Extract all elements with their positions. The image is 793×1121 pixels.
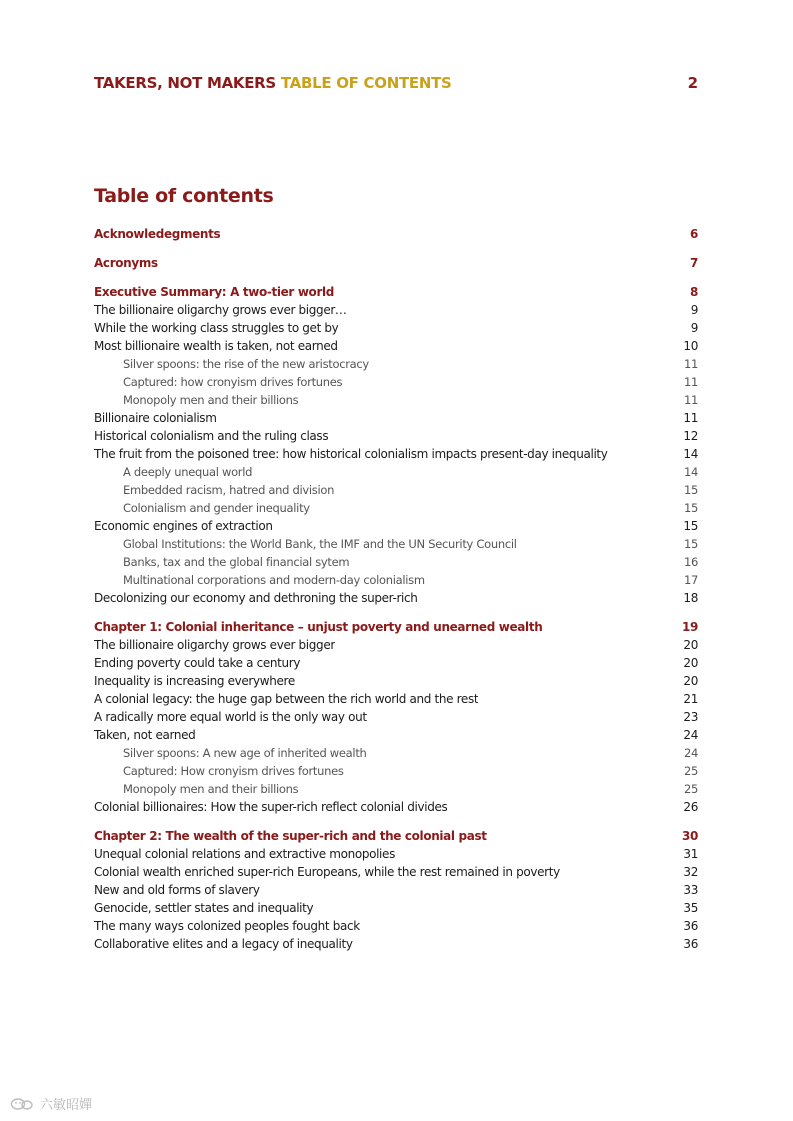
toc-subentry[interactable] [94,481,698,499]
header-title [94,74,452,92]
toc-entry-page: 23 [683,710,698,724]
toc-entry-page: 26 [683,800,698,814]
toc-entry-label: Captured: how cronyism drives fortunes [123,375,343,389]
toc-section-heading[interactable] [94,254,698,272]
toc-entry-label: Monopoly men and their billions [123,782,299,796]
toc-entry-page: 11 [683,357,698,371]
toc-entry-label: The many ways colonized peoples fought back [94,919,360,933]
watermark-text: 六敏昭嬋 [40,1098,93,1113]
toc-entry[interactable] [94,917,698,935]
toc-entry[interactable] [94,301,698,319]
toc-entry-label: A colonial legacy: the huge gap between the rich world and the rest [94,692,479,706]
toc-entry-page: 6 [690,227,698,241]
toc-entry-label: Embedded racism, hatred and division [123,483,335,497]
toc-entry[interactable] [94,319,698,337]
toc-subentry[interactable] [94,744,698,762]
toc-entry[interactable] [94,672,698,690]
toc-entry-page: 10 [683,339,698,353]
toc-entry-label: Executive Summary: A two-tier world [94,285,335,299]
toc-entry-page: 9 [690,321,698,335]
toc-entry[interactable] [94,517,698,535]
toc-entry-page: 31 [683,847,698,861]
toc-entry-page: 24 [683,728,698,742]
toc-entry-label: Multinational corporations and modern-day colonialism [123,573,425,587]
toc-subentry[interactable] [94,391,698,409]
toc-entry-label: The fruit from the poisoned tree: how historical colonialism impacts present-day inequality [94,447,608,461]
toc-entry-label: A radically more equal world is the only way out [94,710,367,724]
toc-section-heading[interactable] [94,283,698,301]
toc-entry-page: 14 [683,465,698,479]
toc-entry[interactable] [94,935,698,953]
toc-subentry[interactable] [94,553,698,571]
toc-subentry[interactable] [94,780,698,798]
toc-entry-page: 12 [683,429,698,443]
toc-entry-page: 21 [683,692,698,706]
toc-entry-label: Banks, tax and the global financial sytem [123,555,350,569]
toc-entry-page: 25 [683,764,698,778]
toc-entry-label: Unequal colonial relations and extractive monopolies [94,847,395,861]
toc-entry[interactable] [94,899,698,917]
toc-entry[interactable] [94,798,698,816]
toc-entry-label: A deeply unequal world [123,465,253,479]
toc-entry-label: Monopoly men and their billions [123,393,299,407]
toc-entry-label: Colonialism and gender inequality [123,501,310,515]
toc-entry-page: 25 [683,782,698,796]
toc-entry-label: The billionaire oligarchy grows ever bigger [94,638,335,652]
toc-entry[interactable] [94,445,698,463]
toc-entry-label: The billionaire oligarchy grows ever bigger… [94,303,347,317]
toc-entry-page: 9 [690,303,698,317]
toc-entry-label: Collaborative elites and a legacy of inequality [94,937,353,951]
toc-section [94,618,698,816]
toc-entry-page: 36 [683,937,698,951]
toc-entry-label: Genocide, settler states and inequality [94,901,314,915]
toc-entry-label: Chapter 2: The wealth of the super-rich and the colonial past [94,829,487,843]
toc-section [94,283,698,607]
toc-entry[interactable] [94,409,698,427]
toc-entry-label: Acknowledegments [94,227,221,241]
toc-entry-label: Decolonizing our economy and dethroning the super-rich [94,591,418,605]
toc-entry-label: Silver spoons: the rise of the new aristocracy [123,357,369,371]
toc-entry-page: 15 [683,519,698,533]
toc-entry-label: Historical colonialism and the ruling class [94,429,329,443]
toc-entry-label: Captured: How cronyism drives fortunes [123,764,344,778]
toc-subentry[interactable] [94,499,698,517]
toc-section-heading[interactable] [94,618,698,636]
wechat-logo-icon [10,1097,36,1111]
toc-entry-page: 11 [683,411,698,425]
toc-title: Table of contents [94,185,274,207]
toc-entry-page: 35 [683,901,698,915]
toc-entry-page: 19 [682,620,698,634]
toc-entry-label: Most billionaire wealth is taken, not earned [94,339,338,353]
toc-entry-label: Colonial wealth enriched super-rich Europeans, while the rest remained in poverty [94,865,560,879]
running-header [94,72,698,94]
toc-entry-page: 33 [683,883,698,897]
toc-entry[interactable] [94,863,698,881]
toc-section [94,254,698,272]
toc-entry[interactable] [94,726,698,744]
toc-entry-label: Taken, not earned [94,728,196,742]
toc-entry[interactable] [94,654,698,672]
toc-entry-label: Colonial billionaires: How the super-rich reflect colonial divides [94,800,448,814]
toc-subentry[interactable] [94,373,698,391]
toc-entry-label: Ending poverty could take a century [94,656,301,670]
toc-entry-page: 14 [683,447,698,461]
toc-entry-page: 16 [683,555,698,569]
toc-entry-page: 24 [683,746,698,760]
toc-subentry[interactable] [94,463,698,481]
toc-entry[interactable] [94,708,698,726]
toc-section [94,225,698,243]
toc-entry-page: 32 [683,865,698,879]
toc-section-heading[interactable] [94,225,698,243]
toc-subentry[interactable] [94,355,698,373]
toc-entry[interactable] [94,636,698,654]
toc-entry-page: 15 [683,501,698,515]
toc-entry-label: Chapter 1: Colonial inheritance – unjust poverty and unearned wealth [94,620,543,634]
toc-subentry[interactable] [94,571,698,589]
toc-entry-page: 15 [683,483,698,497]
toc-entry-label: Acronyms [94,256,158,270]
watermark [10,1094,92,1113]
page-number: 2 [687,74,698,92]
toc-entry-page: 11 [683,375,698,389]
toc-entry-page: 7 [690,256,698,270]
toc-entry-page: 8 [690,285,698,299]
section-title: TABLE OF CONTENTS [280,74,452,92]
toc-entry-label: Global Institutions: the World Bank, the IMF and the UN Security Council [123,537,517,551]
toc-entry-label: Inequality is increasing everywhere [94,674,295,688]
toc-entry-label: Billionaire colonialism [94,411,217,425]
toc-entry-page: 20 [683,638,698,652]
toc-entry[interactable] [94,690,698,708]
toc-subentry[interactable] [94,535,698,553]
toc-section-heading[interactable] [94,827,698,845]
toc-entry-label: Silver spoons: A new age of inherited wealth [123,746,367,760]
toc-entry-page: 20 [683,674,698,688]
toc-entry[interactable] [94,589,698,607]
toc-entry-page: 11 [683,393,698,407]
toc-entry-page: 36 [683,919,698,933]
toc-entry-page: 20 [683,656,698,670]
toc-entry-page: 30 [682,829,698,843]
toc-entry-page: 15 [683,537,698,551]
toc-entry-label: New and old forms of slavery [94,883,260,897]
toc-entry[interactable] [94,337,698,355]
toc-subentry[interactable] [94,762,698,780]
toc-entry-label: While the working class struggles to get by [94,321,339,335]
table-of-contents [94,225,698,964]
toc-entry-label: Economic engines of extraction [94,519,273,533]
toc-section [94,827,698,953]
toc-entry-page: 17 [683,573,698,587]
toc-entry[interactable] [94,845,698,863]
toc-entry[interactable] [94,427,698,445]
toc-entry[interactable] [94,881,698,899]
toc-entry-page: 18 [683,591,698,605]
document-title: TAKERS, NOT MAKERS [94,74,276,92]
